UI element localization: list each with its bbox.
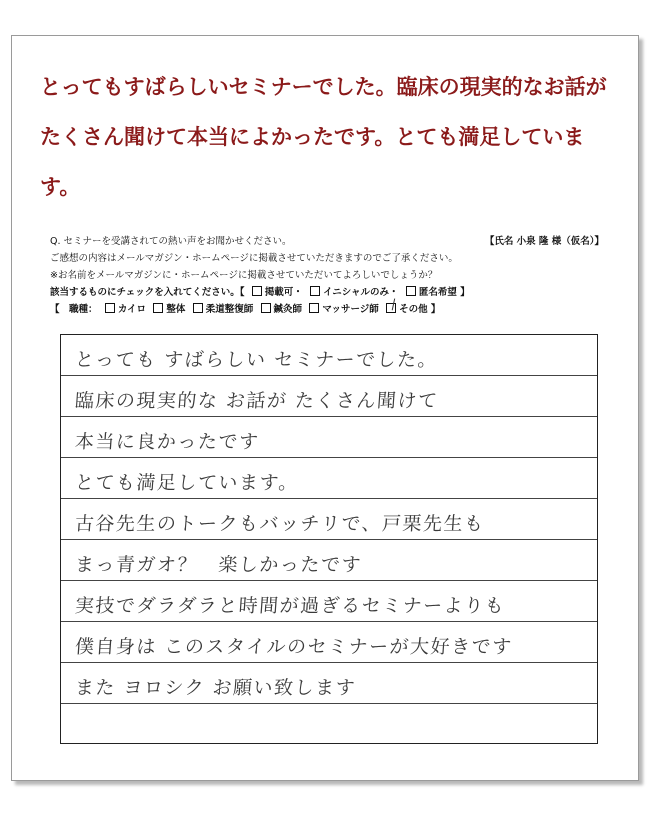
impression-note: ご感想の内容はメールマガジン・ホームページに掲載させていただきますのでご了承ください。 (50, 253, 458, 264)
occupation-option-judo: 柔道整復師 (205, 304, 254, 315)
occupation-checkbox-seitai[interactable] (153, 303, 163, 313)
consent-options-row (50, 284, 610, 301)
occupation-row (50, 301, 610, 318)
occupation-checkbox-judo[interactable] (193, 303, 203, 313)
comment-line (61, 663, 597, 704)
question-text: Q. セミナーを受講されての熱い声をお聞かせください。 (50, 236, 292, 247)
occupation-checkbox-chiro[interactable] (105, 303, 115, 313)
handwritten-text: とっても すばらしい セミナーでした。 (74, 349, 439, 371)
occupation-checkbox-massage[interactable] (309, 303, 319, 313)
comment-line (61, 499, 597, 540)
comment-line (61, 622, 597, 663)
handwritten-text: 実技でダラダラと時間が過ぎるセミナーよりも (74, 595, 506, 617)
handwritten-text: とても満足しています。 (74, 472, 300, 494)
consent-option-initials: イニシャルのみ・ (323, 287, 399, 298)
occupation-option-acupuncture: 鍼灸師 (273, 304, 303, 315)
occupation-option-chiro: カイロ (117, 304, 147, 315)
feedback-form (50, 233, 610, 318)
consent-checkbox-anonymous[interactable] (406, 286, 416, 296)
comment-line (61, 704, 597, 745)
consent-question: ※お名前をメールマガジンに・ホームページに掲載させていただいてよろしいでしょうか？ (50, 270, 438, 281)
consent-checkbox-publish[interactable] (252, 286, 262, 296)
occupation-label: 【 職種： (50, 304, 98, 315)
occupation-option-seitai: 整体 (166, 304, 186, 315)
comment-line (61, 417, 597, 458)
occupation-close: 】 (430, 304, 441, 315)
handwritten-text: まっ青ガオ？ 楽しかったです (74, 554, 363, 576)
consent-option-anonymous: 匿名希望 (418, 287, 457, 298)
occupation-option-other: その他 (399, 304, 428, 315)
consent-checkbox-initials[interactable] (310, 286, 320, 296)
comment-line (61, 581, 597, 622)
consent-close: 】 (460, 287, 470, 298)
handwritten-text: 本当に良かったです (74, 431, 261, 453)
consent-question-row (50, 267, 610, 284)
comment-line (61, 335, 597, 376)
handwritten-text: また ヨロシク お願い致します (74, 677, 357, 699)
handwritten-text: 古谷先生のトークもバッチリで、戸栗先生も (74, 513, 486, 535)
occupation-checkbox-acupuncture[interactable] (261, 303, 271, 313)
occupation-checkbox-other[interactable] (386, 303, 396, 313)
consent-option-publish: 掲載可・ (264, 287, 303, 298)
handwritten-text: 僕自身は このスタイルのセミナーが大好きです (74, 636, 514, 658)
comment-line (61, 376, 597, 417)
handwritten-text: 臨床の現実的な お話が たくさん聞けて (74, 390, 440, 412)
headline: とってもすばらしいセミナーでした。臨床の現実的なお話がたくさん聞けて本当によかったです。とても満足しています。 (40, 74, 607, 199)
handwritten-comment-box (60, 334, 598, 744)
comment-line (61, 540, 597, 581)
impression-note-row (50, 250, 610, 267)
name-field: 【氏名 小泉 隆 様（仮名）】 (484, 236, 604, 247)
occupation-option-massage: マッサージ師 (322, 304, 379, 315)
check-instruction: 該当するものにチェックを入れてください。【 (50, 287, 245, 298)
question-row (50, 233, 610, 250)
comment-line (61, 458, 597, 499)
